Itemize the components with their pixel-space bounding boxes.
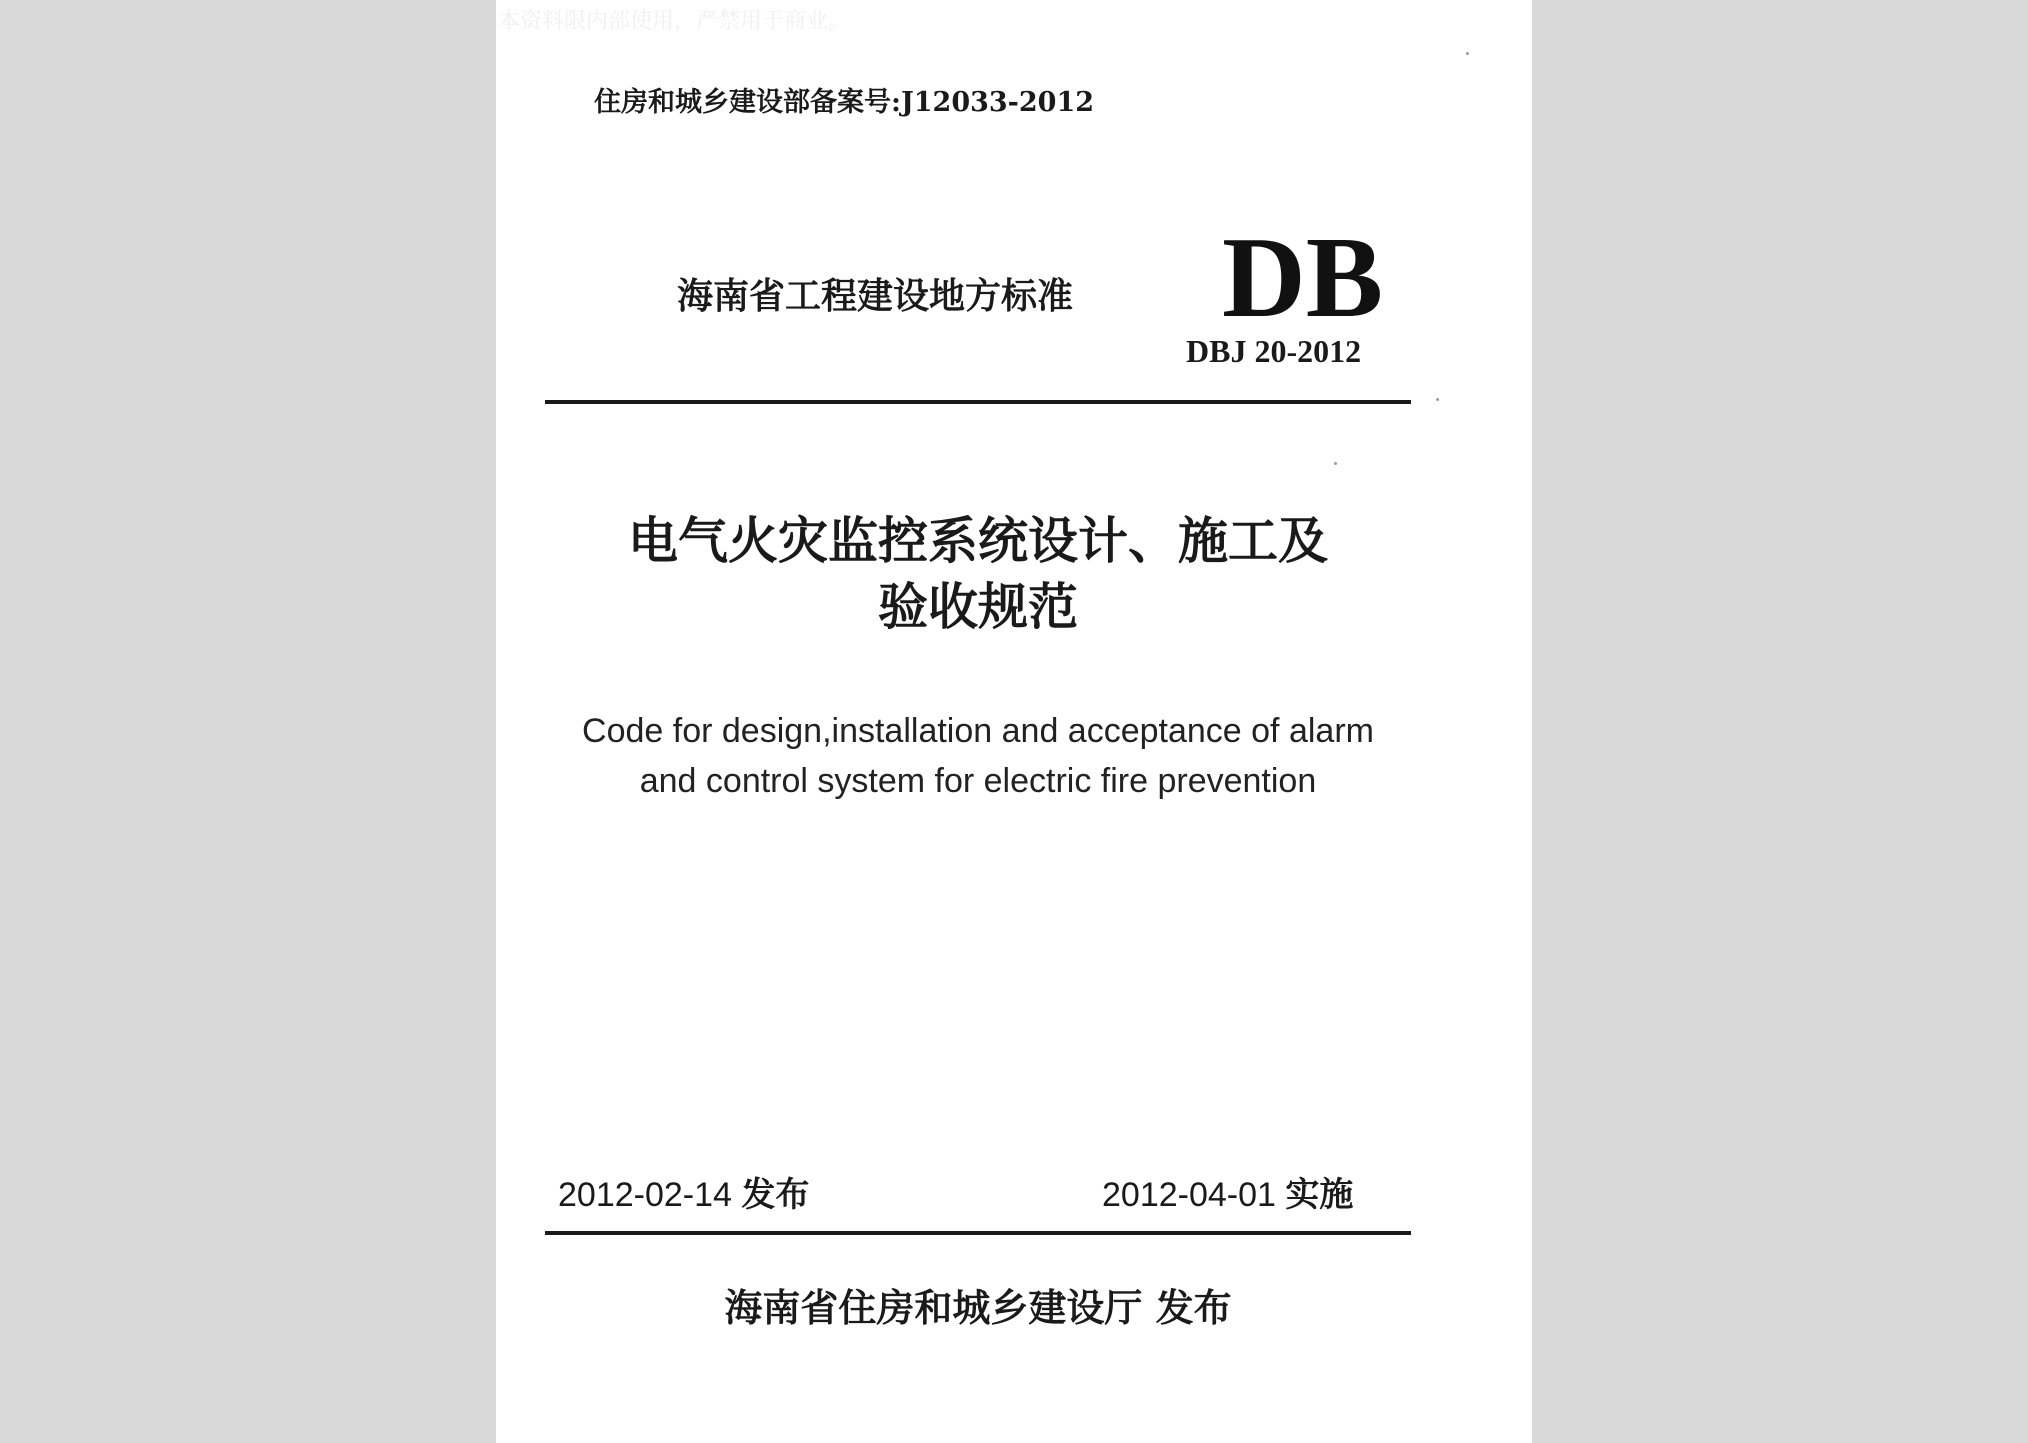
- standard-category: 海南省工程建设地方标准: [677, 276, 1074, 317]
- publisher: 海南省住房和城乡建设厅 发布: [724, 1286, 1232, 1330]
- bottom-divider: [545, 1231, 1411, 1235]
- title-chinese: [545, 508, 1411, 640]
- top-divider: [545, 400, 1411, 404]
- issue-date: [558, 1167, 809, 1216]
- title-english-line-2: and control system for electric fire prevention: [639, 762, 1317, 800]
- effective-date-label: 实施: [1285, 1175, 1354, 1215]
- scan-speck: [1466, 52, 1469, 55]
- db-logo: DB: [1222, 214, 1384, 342]
- standard-code: DBJ 20-2012: [1186, 333, 1362, 369]
- title-english: [545, 706, 1411, 806]
- effective-date: [1102, 1167, 1353, 1216]
- title-english-line-1: Code for design,installation and acceptance of alarm: [582, 712, 1374, 750]
- issue-date-value: 2012-02-14: [558, 1176, 732, 1214]
- issue-date-label: 发布: [741, 1175, 810, 1215]
- scan-speck: [1334, 462, 1337, 465]
- scan-speck: [1436, 398, 1439, 401]
- title-chinese-line-2: 验收规范: [878, 578, 1078, 636]
- title-chinese-line-1: 电气火灾监控系统设计、施工及: [628, 512, 1328, 570]
- registration-number: 住房和城乡建设部备案号:J12033-2012: [594, 87, 1095, 118]
- effective-date-value: 2012-04-01: [1102, 1176, 1276, 1214]
- watermark-text: 本资料限内部使用，严禁用于商业。: [498, 9, 851, 34]
